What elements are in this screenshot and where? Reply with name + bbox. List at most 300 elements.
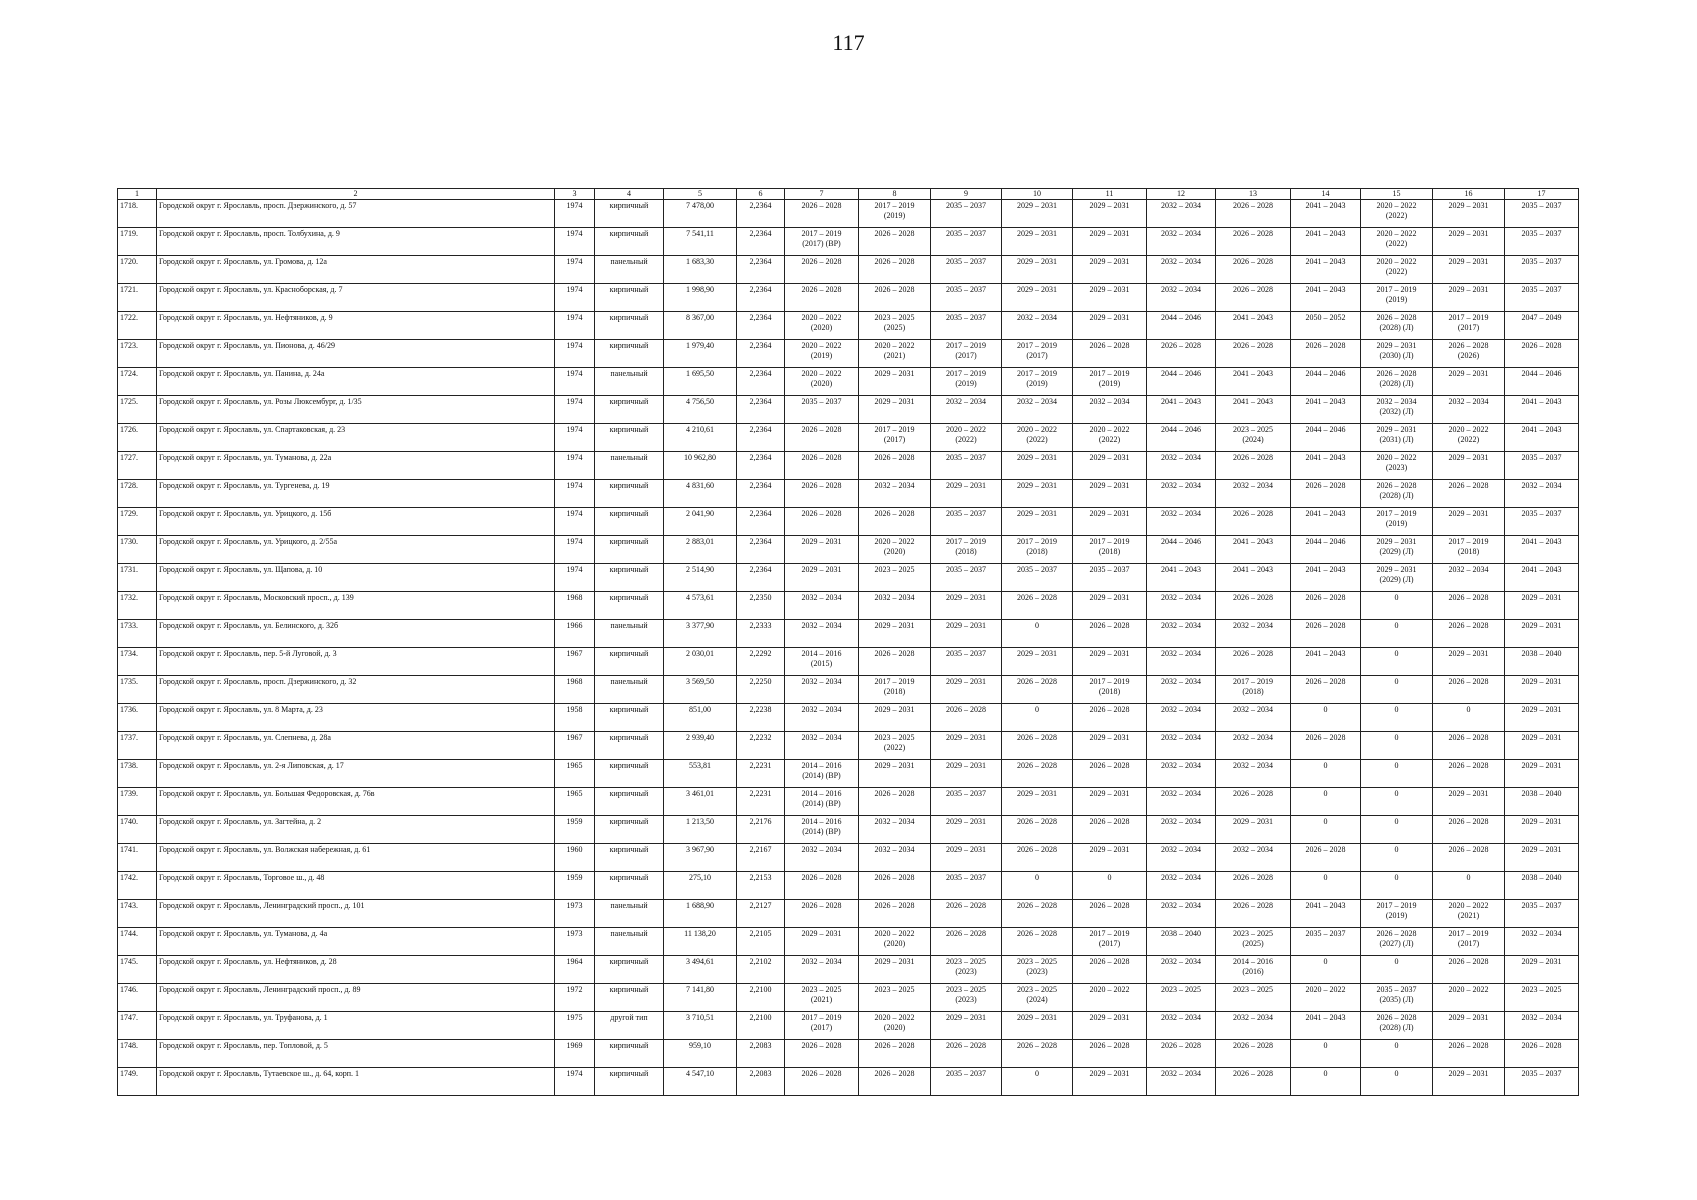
table-cell: 2,2105 (737, 928, 785, 956)
table-cell: 2026 – 2028 (1291, 732, 1361, 760)
table-cell: 2026 – 2028 (1291, 844, 1361, 872)
table-cell: 0 (1361, 760, 1433, 788)
table-cell: 1966 (555, 620, 595, 648)
table-cell: 2032 – 2034 (1505, 928, 1579, 956)
table-row (118, 872, 1579, 900)
table-cell: 2,2232 (737, 732, 785, 760)
table-cell: 2 939,40 (664, 732, 737, 760)
table-cell: 2,2176 (737, 816, 785, 844)
table-cell: 2023 – 2025 (2024) (1002, 984, 1073, 1012)
table-cell: 2041 – 2043 (1216, 536, 1291, 564)
table-cell: 2026 – 2028 (785, 256, 859, 284)
table-cell: 2035 – 2037 (1505, 900, 1579, 928)
table-cell: 0 (1433, 872, 1505, 900)
table-cell: 1959 (555, 816, 595, 844)
table-cell: 2032 – 2034 (1002, 312, 1073, 340)
address-cell: Городской округ г. Ярославль, ул. Панина, д. 24а (157, 368, 555, 396)
table-cell: 2032 – 2034 (859, 844, 931, 872)
table-cell: 2029 – 2031 (1073, 508, 1147, 536)
address-cell: Городской округ г. Ярославль, ул. Белинского, д. 32б (157, 620, 555, 648)
address-cell: Городской округ г. Ярославль, ул. Нефтяников, д. 9 (157, 312, 555, 340)
table-cell: кирпичный (595, 984, 664, 1012)
table-cell: кирпичный (595, 760, 664, 788)
table-cell: 2026 – 2028 (859, 648, 931, 676)
table-cell: 2032 – 2034 (1147, 816, 1216, 844)
row-number-cell: 1726. (118, 424, 157, 452)
table-cell: 2032 – 2034 (1147, 256, 1216, 284)
table-cell: 2026 – 2028 (859, 256, 931, 284)
table-cell: панельный (595, 256, 664, 284)
table-cell: 2017 – 2019 (2017) (1073, 928, 1147, 956)
table-cell: 2029 – 2031 (1073, 200, 1147, 228)
table-cell: 2023 – 2025 (1216, 984, 1291, 1012)
table-cell: 2035 – 2037 (931, 256, 1002, 284)
table-row (118, 928, 1579, 956)
table-cell: 2017 – 2019 (2019) (1361, 508, 1433, 536)
table-cell: 2032 – 2034 (1147, 900, 1216, 928)
table-cell: 2032 – 2034 (1147, 284, 1216, 312)
table-cell: 2041 – 2043 (1216, 368, 1291, 396)
table-row (118, 368, 1579, 396)
table-cell: 2,2364 (737, 396, 785, 424)
table-row (118, 592, 1579, 620)
column-header: 3 (555, 189, 595, 200)
table-cell: 2,2364 (737, 424, 785, 452)
table-cell: 2032 – 2034 (1433, 396, 1505, 424)
table-cell: 2029 – 2031 (931, 592, 1002, 620)
table-cell: 2035 – 2037 (931, 872, 1002, 900)
table-cell: 2029 – 2031 (1002, 788, 1073, 816)
table-cell: 2026 – 2028 (1073, 816, 1147, 844)
table-cell: панельный (595, 368, 664, 396)
column-header: 7 (785, 189, 859, 200)
table-row (118, 984, 1579, 1012)
table-cell: 2026 – 2028 (1147, 1040, 1216, 1068)
table-cell: 1972 (555, 984, 595, 1012)
column-header: 8 (859, 189, 931, 200)
address-cell: Городской округ г. Ярославль, Московский просп., д. 139 (157, 592, 555, 620)
table-cell: 0 (1361, 1040, 1433, 1068)
table-cell: 2026 – 2028 (1002, 1040, 1073, 1068)
table-cell: 1974 (555, 228, 595, 256)
table-cell: 2026 – 2028 (1073, 704, 1147, 732)
table-cell: 2017 – 2019 (2018) (1002, 536, 1073, 564)
table-cell: 0 (1291, 788, 1361, 816)
table-cell: 2029 – 2031 (1505, 620, 1579, 648)
table-cell: 2026 – 2028 (1216, 1068, 1291, 1096)
address-cell: Городской округ г. Ярославль, ул. 2-я Липовская, д. 17 (157, 760, 555, 788)
table-cell: 2041 – 2043 (1505, 396, 1579, 424)
table-cell: 2032 – 2034 (859, 816, 931, 844)
table-cell: кирпичный (595, 1040, 664, 1068)
table-cell: 2035 – 2037 (931, 564, 1002, 592)
table-cell: кирпичный (595, 704, 664, 732)
table-cell: 2026 – 2028 (1216, 648, 1291, 676)
table-cell: 0 (1361, 816, 1433, 844)
table-cell: 2026 – 2028 (1216, 228, 1291, 256)
column-header: 1 (118, 189, 157, 200)
table-cell: 2044 – 2046 (1147, 312, 1216, 340)
table-cell: 2029 – 2031 (785, 536, 859, 564)
table-cell: 2,2127 (737, 900, 785, 928)
table-cell: кирпичный (595, 424, 664, 452)
table-cell: 2029 – 2031 (1216, 816, 1291, 844)
table-row (118, 900, 1579, 928)
table-cell: 2017 – 2019 (2018) (859, 676, 931, 704)
table-cell: 2029 – 2031 (859, 620, 931, 648)
address-cell: Городской округ г. Ярославль, ул. Спартаковская, д. 23 (157, 424, 555, 452)
table-cell: 2026 – 2028 (931, 928, 1002, 956)
table-cell: кирпичный (595, 312, 664, 340)
table-cell: 2,2364 (737, 256, 785, 284)
table-cell: 2032 – 2034 (1147, 508, 1216, 536)
table-cell: 2032 – 2034 (785, 704, 859, 732)
column-header: 10 (1002, 189, 1073, 200)
table-cell: 2026 – 2028 (931, 704, 1002, 732)
table-cell: 2,2153 (737, 872, 785, 900)
table-cell: 2026 – 2028 (785, 900, 859, 928)
table-cell: 2029 – 2031 (785, 564, 859, 592)
table-cell: 0 (1361, 1068, 1433, 1096)
table-cell: 2026 – 2028 (1216, 452, 1291, 480)
table-cell: 2032 – 2034 (1147, 480, 1216, 508)
table-cell: 2,2364 (737, 564, 785, 592)
column-header: 13 (1216, 189, 1291, 200)
address-cell: Городской округ г. Ярославль, пер. Топловой, д. 5 (157, 1040, 555, 1068)
table-cell: 2020 – 2022 (1073, 984, 1147, 1012)
table-cell: 2020 – 2022 (1433, 984, 1505, 1012)
table-cell: 2029 – 2031 (1505, 676, 1579, 704)
column-header: 4 (595, 189, 664, 200)
table-cell: 2026 – 2028 (1505, 340, 1579, 368)
table-cell: 2032 – 2034 (1147, 228, 1216, 256)
address-cell: Городской округ г. Ярославль, Торговое ш., д. 48 (157, 872, 555, 900)
table-cell: 2020 – 2022 (2022) (1361, 228, 1433, 256)
table-cell: 2017 – 2019 (2018) (1073, 536, 1147, 564)
table-cell: 2020 – 2022 (2021) (1433, 900, 1505, 928)
table-cell: 2017 – 2019 (2018) (931, 536, 1002, 564)
table-cell: 1975 (555, 1012, 595, 1040)
table-cell: 2032 – 2034 (785, 592, 859, 620)
table-row (118, 508, 1579, 536)
table-cell: кирпичный (595, 648, 664, 676)
table-cell: 2026 – 2028 (1291, 592, 1361, 620)
address-cell: Городской округ г. Ярославль, просп. Дзержинского, д. 57 (157, 200, 555, 228)
table-cell: 1974 (555, 452, 595, 480)
table-cell: 2,2292 (737, 648, 785, 676)
address-cell: Городской округ г. Ярославль, ул. Волжская набережная, д. 61 (157, 844, 555, 872)
table-cell: 2026 – 2028 (1433, 956, 1505, 984)
table-cell: 2026 – 2028 (1433, 676, 1505, 704)
table-cell: 2020 – 2022 (2022) (1361, 200, 1433, 228)
table-cell: 2023 – 2025 (859, 564, 931, 592)
table-cell: 0 (1291, 1040, 1361, 1068)
table-cell: панельный (595, 676, 664, 704)
row-number-cell: 1734. (118, 648, 157, 676)
table-cell: 1968 (555, 592, 595, 620)
table-cell: 2026 – 2028 (1291, 676, 1361, 704)
table-cell: 0 (1361, 956, 1433, 984)
table-cell: 3 569,50 (664, 676, 737, 704)
table-cell: 2026 – 2028 (785, 1040, 859, 1068)
table-cell: 2029 – 2031 (1073, 732, 1147, 760)
table-cell: 2,2364 (737, 228, 785, 256)
table-cell: 2023 – 2025 (2025) (859, 312, 931, 340)
table-cell: 2041 – 2043 (1291, 564, 1361, 592)
table-cell: 2026 – 2028 (785, 1068, 859, 1096)
table-cell: 2023 – 2025 (859, 984, 931, 1012)
table-cell: 2035 – 2037 (785, 396, 859, 424)
table-cell: 2032 – 2034 (785, 844, 859, 872)
table-cell: 2020 – 2022 (2019) (785, 340, 859, 368)
table-cell: панельный (595, 928, 664, 956)
table-cell: 2041 – 2043 (1291, 256, 1361, 284)
row-number-cell: 1745. (118, 956, 157, 984)
table-cell: кирпичный (595, 228, 664, 256)
table-row (118, 676, 1579, 704)
column-header: 2 (157, 189, 555, 200)
table-cell: 2020 – 2022 (2023) (1361, 452, 1433, 480)
table-row (118, 564, 1579, 592)
table-cell: 2032 – 2034 (1216, 620, 1291, 648)
table-cell: 2029 – 2031 (1505, 844, 1579, 872)
address-cell: Городской округ г. Ярославль, ул. Туманова, д. 22а (157, 452, 555, 480)
table-cell: 2017 – 2019 (2017) (ВР) (785, 228, 859, 256)
table-cell: 1974 (555, 1068, 595, 1096)
table-cell: 2029 – 2031 (1073, 1068, 1147, 1096)
table-cell: 2026 – 2028 (1073, 900, 1147, 928)
row-number-cell: 1738. (118, 760, 157, 788)
table-cell: кирпичный (595, 340, 664, 368)
address-cell: Городской округ г. Ярославль, Тутаевское ш., д. 64, корп. 1 (157, 1068, 555, 1096)
table-cell: 2 883,01 (664, 536, 737, 564)
table-cell: 0 (1002, 704, 1073, 732)
table-cell: 2020 – 2022 (2020) (785, 312, 859, 340)
table-cell: 2026 – 2028 (859, 284, 931, 312)
table-cell: 2026 – 2028 (1073, 620, 1147, 648)
table-body (118, 200, 1579, 1096)
table-cell: 2,2364 (737, 340, 785, 368)
table-cell: 8 367,00 (664, 312, 737, 340)
table-cell: 4 210,61 (664, 424, 737, 452)
table-cell: 2047 – 2049 (1505, 312, 1579, 340)
table-cell: 2029 – 2031 (1433, 648, 1505, 676)
table-row (118, 1068, 1579, 1096)
table-cell: 2035 – 2037 (1073, 564, 1147, 592)
address-cell: Городской округ г. Ярославль, ул. Загтейна, д. 2 (157, 816, 555, 844)
table-cell: 2035 – 2037 (931, 452, 1002, 480)
table-row (118, 1012, 1579, 1040)
table-row (118, 256, 1579, 284)
table-cell: панельный (595, 620, 664, 648)
table-row (118, 648, 1579, 676)
table-cell: 1974 (555, 480, 595, 508)
table-cell: 2023 – 2025 (2023) (1002, 956, 1073, 984)
table-cell: 2,2364 (737, 508, 785, 536)
table-cell: 2026 – 2028 (1002, 816, 1073, 844)
table-row (118, 452, 1579, 480)
table-cell: 7 478,00 (664, 200, 737, 228)
table-cell: 2026 – 2028 (2028) (Л) (1361, 480, 1433, 508)
table-cell: 2017 – 2019 (2019) (859, 200, 931, 228)
table-cell: 2026 – 2028 (785, 480, 859, 508)
address-cell: Городской округ г. Ярославль, ул. Труфанова, д. 1 (157, 1012, 555, 1040)
table-cell: 4 573,61 (664, 592, 737, 620)
table-cell: 7 141,80 (664, 984, 737, 1012)
address-cell: Городской округ г. Ярославль, ул. Громова, д. 12а (157, 256, 555, 284)
table-cell: 2035 – 2037 (931, 508, 1002, 536)
address-cell: Городской округ г. Ярославль, ул. Слепнева, д. 28а (157, 732, 555, 760)
table-cell: 2026 – 2028 (1433, 480, 1505, 508)
table-cell: 2041 – 2043 (1291, 396, 1361, 424)
table-cell: 1 683,30 (664, 256, 737, 284)
table-cell: 2026 – 2028 (2028) (Л) (1361, 368, 1433, 396)
table-cell: 2029 – 2031 (931, 760, 1002, 788)
table-cell: 2026 – 2028 (931, 1040, 1002, 1068)
table-cell: 2014 – 2016 (2014) (ВР) (785, 816, 859, 844)
table-cell: кирпичный (595, 844, 664, 872)
table-cell: 2029 – 2031 (1073, 480, 1147, 508)
table-cell: 2017 – 2019 (2017) (1433, 928, 1505, 956)
table-cell: 2026 – 2028 (1433, 844, 1505, 872)
table-cell: 2044 – 2046 (1147, 536, 1216, 564)
row-number-cell: 1733. (118, 620, 157, 648)
table-cell: 2020 – 2022 (2022) (1361, 256, 1433, 284)
table-cell: 2029 – 2031 (1073, 452, 1147, 480)
table-cell: 2041 – 2043 (1291, 508, 1361, 536)
address-cell: Городской округ г. Ярославль, Ленинградский просп., д. 89 (157, 984, 555, 1012)
table-cell: кирпичный (595, 1068, 664, 1096)
table-cell: 1974 (555, 256, 595, 284)
table-cell: 2038 – 2040 (1147, 928, 1216, 956)
row-number-cell: 1721. (118, 284, 157, 312)
table-cell: 2029 – 2031 (859, 956, 931, 984)
table-cell: 2029 – 2031 (859, 396, 931, 424)
table-cell: 1965 (555, 760, 595, 788)
table-row (118, 788, 1579, 816)
table-cell: 2029 – 2031 (1433, 368, 1505, 396)
table-cell: 2032 – 2034 (785, 956, 859, 984)
table-cell: 2026 – 2028 (1433, 732, 1505, 760)
table-cell: 2035 – 2037 (931, 1068, 1002, 1096)
table-cell: 2,2231 (737, 760, 785, 788)
table-cell: 2026 – 2028 (785, 872, 859, 900)
table-cell: 1974 (555, 312, 595, 340)
table-cell: 2,2364 (737, 480, 785, 508)
table-cell: 2029 – 2031 (931, 676, 1002, 704)
table-row (118, 844, 1579, 872)
table-cell: 0 (1361, 592, 1433, 620)
table-cell: 1974 (555, 368, 595, 396)
table-cell: кирпичный (595, 816, 664, 844)
table-cell: 2029 – 2031 (1433, 256, 1505, 284)
table-cell: 2041 – 2043 (1291, 648, 1361, 676)
table-cell: 2032 – 2034 (1147, 844, 1216, 872)
address-cell: Городской округ г. Ярославль, ул. Урицкого, д. 15б (157, 508, 555, 536)
table-cell: 1974 (555, 564, 595, 592)
table-cell: 2026 – 2028 (1291, 340, 1361, 368)
table-cell: 2026 – 2028 (1433, 816, 1505, 844)
table-cell: 2029 – 2031 (1073, 788, 1147, 816)
table-cell: 2,2364 (737, 200, 785, 228)
table-cell: 2026 – 2028 (1073, 340, 1147, 368)
table-cell: 2026 – 2028 (1002, 844, 1073, 872)
row-number-cell: 1746. (118, 984, 157, 1012)
table-cell: 2026 – 2028 (1073, 1040, 1147, 1068)
table-cell: 2,2083 (737, 1068, 785, 1096)
table-cell: 2026 – 2028 (859, 900, 931, 928)
table-cell: 2035 – 2037 (931, 788, 1002, 816)
table-cell: 1969 (555, 1040, 595, 1068)
table-cell: 2020 – 2022 (1291, 984, 1361, 1012)
table-cell: 2038 – 2040 (1505, 788, 1579, 816)
table-cell: 0 (1433, 704, 1505, 732)
table-cell: 2026 – 2028 (785, 200, 859, 228)
table-cell: 2020 – 2022 (2021) (859, 340, 931, 368)
table-cell: 2017 – 2019 (2017) (859, 424, 931, 452)
table-cell: 3 494,61 (664, 956, 737, 984)
table-cell: 2032 – 2034 (1216, 760, 1291, 788)
table-cell: 0 (1002, 620, 1073, 648)
table-cell: кирпичный (595, 788, 664, 816)
table-cell: 1967 (555, 648, 595, 676)
table-cell: 2017 – 2019 (2018) (1073, 676, 1147, 704)
table-cell: 2035 – 2037 (1505, 200, 1579, 228)
row-number-cell: 1742. (118, 872, 157, 900)
table-cell: 2032 – 2034 (1147, 732, 1216, 760)
table-cell: 2026 – 2028 (1002, 928, 1073, 956)
row-number-cell: 1737. (118, 732, 157, 760)
table-cell: панельный (595, 900, 664, 928)
row-number-cell: 1740. (118, 816, 157, 844)
column-header: 6 (737, 189, 785, 200)
table-cell: 0 (1361, 704, 1433, 732)
column-header: 5 (664, 189, 737, 200)
table-cell: 2026 – 2028 (1216, 900, 1291, 928)
table-cell: кирпичный (595, 592, 664, 620)
table-cell: 0 (1291, 872, 1361, 900)
table-row (118, 424, 1579, 452)
table-cell: 2041 – 2043 (1505, 424, 1579, 452)
address-cell: Городской округ г. Ярославль, просп. Толбухина, д. 9 (157, 228, 555, 256)
table-cell: 1965 (555, 788, 595, 816)
row-number-cell: 1748. (118, 1040, 157, 1068)
address-cell: Городской округ г. Ярославль, ул. Тургенева, д. 19 (157, 480, 555, 508)
table-cell: 2,2238 (737, 704, 785, 732)
table-cell: 2026 – 2028 (1002, 760, 1073, 788)
table-cell: кирпичный (595, 396, 664, 424)
table-cell: 2029 – 2031 (1073, 284, 1147, 312)
table-cell: 2032 – 2034 (1147, 760, 1216, 788)
table-cell: 2026 – 2028 (1073, 956, 1147, 984)
table-cell: 2,2102 (737, 956, 785, 984)
table-cell: 2014 – 2016 (2015) (785, 648, 859, 676)
table-row (118, 228, 1579, 256)
table-cell: 2014 – 2016 (2014) (ВР) (785, 760, 859, 788)
table-cell: 2026 – 2028 (1505, 1040, 1579, 1068)
table-cell: 2029 – 2031 (1002, 1012, 1073, 1040)
table-cell: кирпичный (595, 956, 664, 984)
table-cell: 1974 (555, 284, 595, 312)
table-cell: 2035 – 2037 (931, 648, 1002, 676)
header-row (118, 189, 1579, 200)
address-cell: Городской округ г. Ярославль, ул. Большая Федоровская, д. 76в (157, 788, 555, 816)
table-row (118, 620, 1579, 648)
column-header: 11 (1073, 189, 1147, 200)
table-cell: 2026 – 2028 (1002, 676, 1073, 704)
table-cell: 2026 – 2028 (2028) (Л) (1361, 312, 1433, 340)
table-cell: 11 138,20 (664, 928, 737, 956)
